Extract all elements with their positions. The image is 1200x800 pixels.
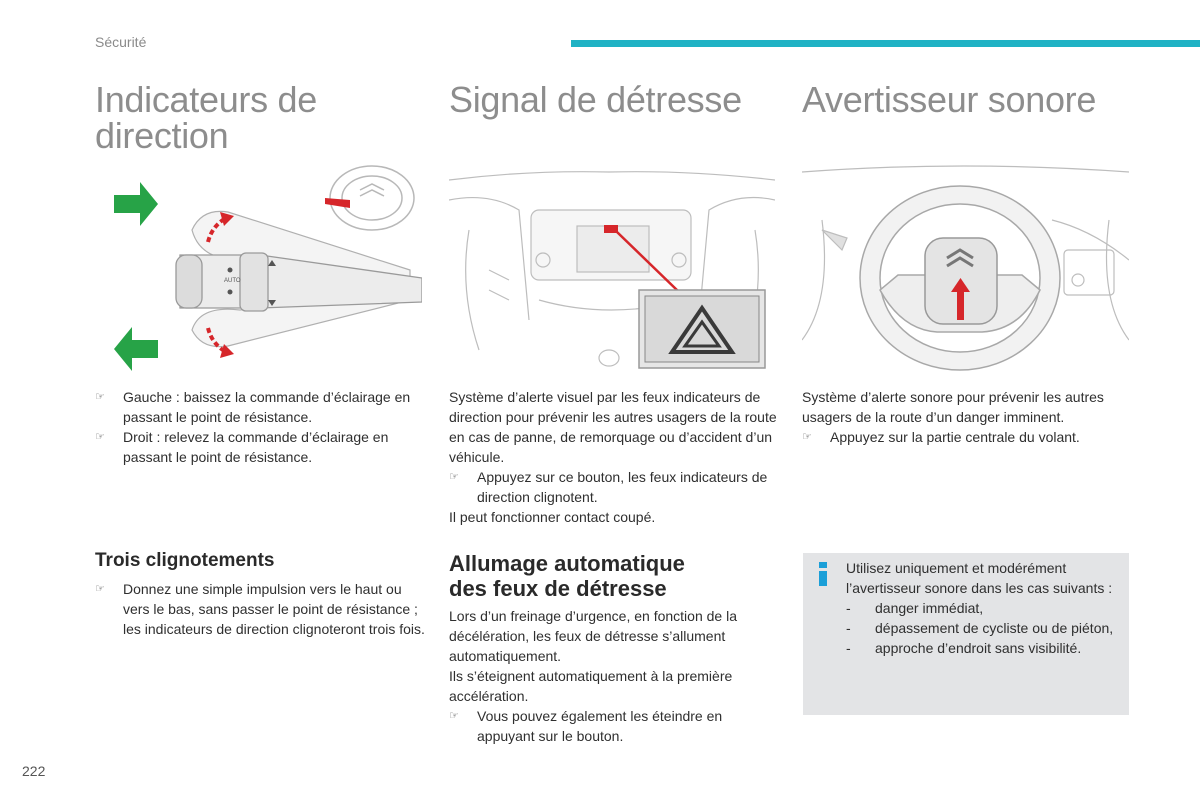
pointer-icon: ☞: [95, 431, 105, 443]
allumage-text: [449, 606, 779, 746]
intro-paragraph: Système d’alerte sonore pour prévenir les autres usagers de la route d’un danger imminent.: [802, 389, 1104, 425]
pointer-icon: ☞: [95, 583, 105, 595]
list-item: ☞ Droit : relevez la commande d’éclairage en passant le point de résistance.: [95, 429, 389, 465]
indicateurs-instructions: [95, 387, 425, 467]
signal-detresse-text: [449, 387, 784, 527]
info-icon: [818, 562, 828, 586]
title-avertisseur-sonore: Avertisseur sonore: [802, 79, 1097, 120]
list-item: ☞ Donnez une simple impulsion vers le haut ou vers le bas, sans passer le point de résistance ; les indicateurs de direction clignoteront trois fois.: [95, 581, 425, 637]
paragraph: Lors d’un freinage d’urgence, en fonction de la décélération, les feux de détresse s’allument automatiquement.: [449, 608, 737, 664]
pointer-icon: ☞: [95, 391, 105, 403]
pointer-icon: ☞: [449, 710, 459, 722]
list-item: ☞ Appuyez sur la partie centrale du volant.: [802, 429, 1080, 445]
pointer-icon: ☞: [449, 471, 459, 483]
hazard-button[interactable]: [639, 290, 765, 368]
title-signal-detresse: Signal de détresse: [449, 79, 742, 120]
green-right-arrow-icon: [114, 182, 158, 226]
pointer-icon: ☞: [802, 431, 812, 443]
list-item: - dépassement de cycliste ou de piéton,: [846, 620, 1114, 636]
title-indicateurs: [95, 79, 317, 156]
subhead-allumage: Allumage automatique des feux de détresse: [449, 551, 685, 601]
title-line-1: Indicateurs de: [95, 79, 317, 120]
list-item: ☞ Gauche : baissez la commande d’éclairage en passant le point de résistance.: [95, 389, 411, 425]
hazard-button-illustration: [449, 170, 775, 378]
turn-signal-illustration: [110, 160, 422, 375]
intro-paragraph: Système d’alerte visuel par les feux indicateurs de direction pour prévenir les autres usagers de la route en cas de panne, de remorquage ou d’accident d’un véhicule.: [449, 389, 777, 465]
page-number: 222: [22, 763, 46, 779]
steering-wheel-mini-icon: [330, 166, 414, 230]
subhead-trois-clignotements: Trois clignotements: [95, 550, 275, 571]
section-label: Sécurité: [95, 34, 147, 50]
section-accent-bar: [571, 40, 1200, 47]
title-line-2: direction: [95, 115, 229, 156]
auto-label: AUTO: [224, 278, 241, 284]
list-item: - danger immédiat,: [846, 600, 984, 616]
paragraph: Ils s’éteignent automatiquement à la première accélération.: [449, 668, 733, 704]
note-paragraph: Il peut fonctionner contact coupé.: [449, 509, 656, 525]
green-left-arrow-icon: [114, 327, 158, 371]
list-item: ☞ Appuyez sur ce bouton, les feux indicateurs de direction clignotent.: [449, 469, 768, 505]
list-item: ☞ Vous pouvez également les éteindre en appuyant sur le bouton.: [449, 708, 723, 744]
hazard-location-marker: [604, 225, 618, 233]
trois-clignotements-text: [95, 579, 425, 639]
info-text: Utilisez uniquement et modérément l’avertisseur sonore dans les cas suivants : - danger immédiat, - dépassement de cycliste ou de piéton, - approche d’endroit sans visibilité.: [846, 558, 1116, 658]
red-stalk-marker: [325, 198, 350, 208]
horn-illustration: [802, 160, 1129, 378]
avertisseur-text: [802, 387, 1132, 447]
list-item: - approche d’endroit sans visibilité.: [846, 640, 1082, 656]
